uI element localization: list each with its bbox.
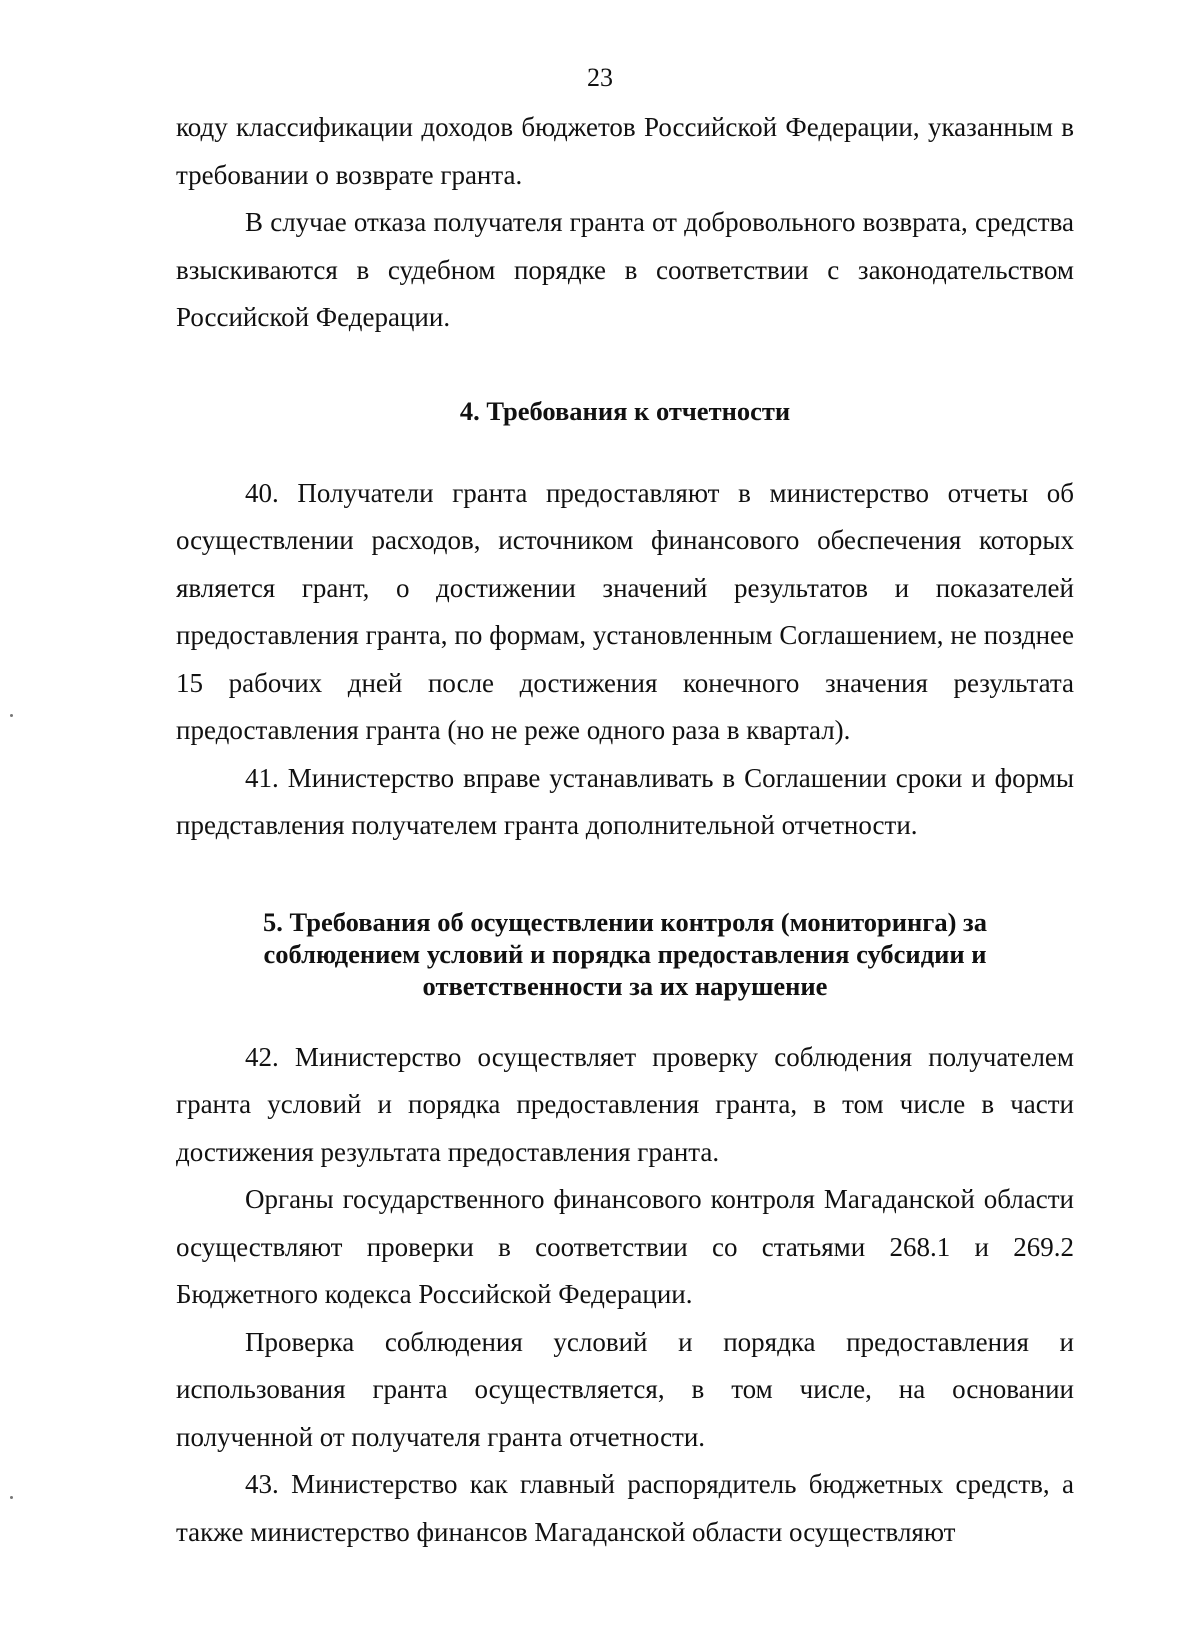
paragraph: 43. Министерство как главный распорядитель бюджетных средств, а также министерство финансов Магаданской области осуществляют [176,1469,1074,1547]
paragraph: коду классификации доходов бюджетов Российской Федерации, указанным в требовании о возврате гранта. [176,112,1074,190]
document-body [176,104,1074,1556]
section-title-line: 5. Требования об осуществлении контроля (мониторинга) за [263,906,987,937]
paragraph: Проверка соблюдения условий и порядка предоставления и использования гранта осуществляется, в том числе, на основании полученной от получателя гранта отчетности. [176,1326,1074,1452]
page-number: 23 [587,63,613,92]
paragraph: 40. Получатели гранта предоставляют в министерство отчеты об осуществлении расходов, источником финансового обеспечения которых является грант, о достижении значений результатов и показателей предоставления гранта, по формам, установленным Соглашением, не позднее 15 рабочих дней после достижения конечного значения результата предоставления гранта (но не реже одного раза в квартал). [176,477,1074,745]
paragraph: 41. Министерство вправе устанавливать в Соглашении сроки и формы представления получателем гранта дополнительной отчетности. [176,762,1074,840]
section-title-line: ответственности за их нарушение [422,970,828,1001]
paragraph: В случае отказа получателя гранта от добровольного возврата, средства взыскиваются в судебном порядке в соответствии с законодательством Российской Федерации. [176,207,1074,332]
section-title-line: соблюдением условий и порядка предоставления субсидии и [263,938,987,969]
paragraph: Органы государственного финансового контроля Магаданской области осуществляют проверки в соответствии со статьями 268.1 и 269.2 Бюджетного кодекса Российской Федерации. [176,1184,1074,1309]
section-heading-4 [176,342,1074,470]
section-heading-5 [176,850,1074,1034]
scan-speck [10,1496,13,1499]
scan-speck [10,714,13,717]
paragraph: 42. Министерство осуществляет проверку соблюдения получателем гранта условий и порядка предоставления гранта, в том числе в части достижения результата предоставления гранта. [176,1041,1074,1167]
section-title: 4. Требования к отчетности [459,395,791,426]
